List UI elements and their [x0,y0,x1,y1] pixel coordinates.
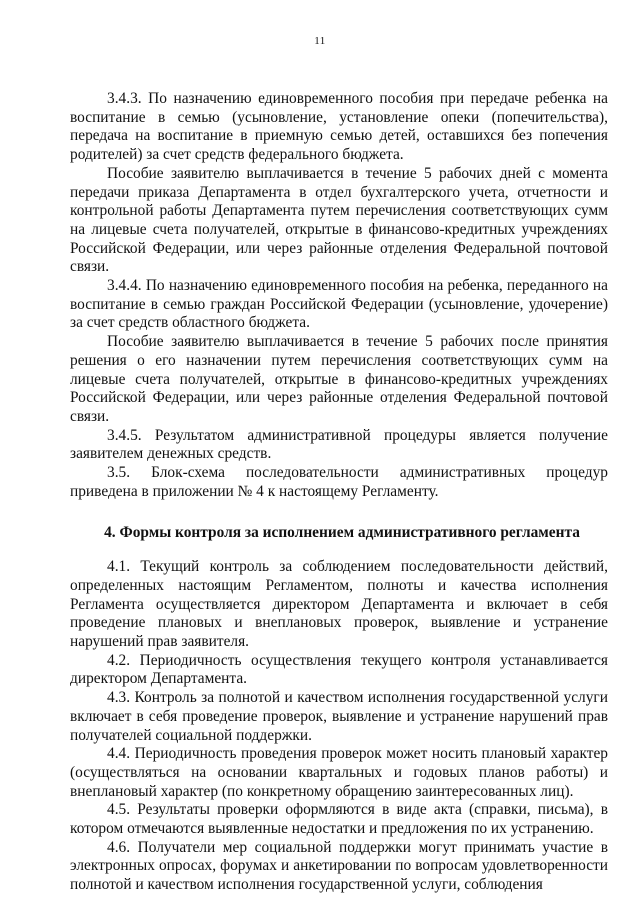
paragraph-3-5: 3.5. Блок-схема последовательности административных процедур приведена в приложении № 4 к настоящему Регламенту. [70,464,608,500]
paragraph-4-5: 4.5. Результаты проверки оформляются в виде акта (справки, письма), в котором отмечаются выявленные недостатки и предложения по их устранению. [70,801,608,838]
paragraph-3-4-5: 3.4.5. Результатом административной процедуры является получение заявителем денежных средств. [70,426,608,463]
paragraph-benefit-payment-federal: Пособие заявителю выплачивается в течение 5 рабочих дней с момента передачи приказа Департамента в отдел бухгалтерского учета, отчетности и контрольной работы Департамента путем перечисления соответствующих сумм на лицевые счета получателей, открытые в финансово-кредитных учреждениях Российской Федерации, или через районные отделения Федеральной почтовой связи. [70,164,608,276]
paragraph-4-4: 4.4. Периодичность проведения проверок может носить плановый характер (осуществляться на основании квартальных и годовых планов работы) и внеплановый характер (по конкретному обращению заинтересованных лиц). [70,745,608,800]
paragraph-4-1: 4.1. Текущий контроль за соблюдением последовательности действий, определенных настоящим Регламентом, полноты и качества исполнения Регламента осуществляется директором Департамента и включает в себя проведение плановых и внеплановых проверок, выявление и устранение нарушений прав заявителя. [70,558,608,650]
paragraph-benefit-payment-regional: Пособие заявителю выплачивается в течение 5 рабочих после принятия решения о его назначении путем перечисления соответствующих сумм на лицевые счета получателей, открытые в финансово-кредитных учреждениях Российской Федерации, или через районные отделения Федеральной почтовой связи. [70,333,608,425]
paragraph-3-4-4: 3.4.4. По назначению единовременного пособия на ребенка, переданного на воспитание в семью граждан Российской Федерации (усыновление, удочерение) за счет средств областного бюджета. [70,277,608,332]
page-number: 11 [314,35,326,47]
paragraph-3-4-3: 3.4.3. По назначению единовременного пособия при передаче ребенка на воспитание в семью (усыновление, установление опеки (попечительства), передача на воспитание в приемную семью детей, оставшихся без попечения родителей) за счет средств федерального бюджета. [70,90,608,164]
document-body [70,90,608,895]
paragraph-4-6: 4.6. Получатели мер социальной поддержки могут принимать участие в электронных опросах, форумах и анкетировании по вопросам удовлетворенности полнотой и качеством исполнения государственной услуги, соблюдения [70,838,608,894]
paragraph-4-3: 4.3. Контроль за полнотой и качеством исполнения государственной услуги включает в себя проведение проверок, выявление и устранение нарушений прав получателей социальной поддержки. [70,689,608,744]
paragraph-4-2: 4.2. Периодичность осуществления текущего контроля устанавливается директором Департамента. [70,651,608,688]
section-heading: 4. Формы контроля за исполнением административного регламента [104,524,580,542]
